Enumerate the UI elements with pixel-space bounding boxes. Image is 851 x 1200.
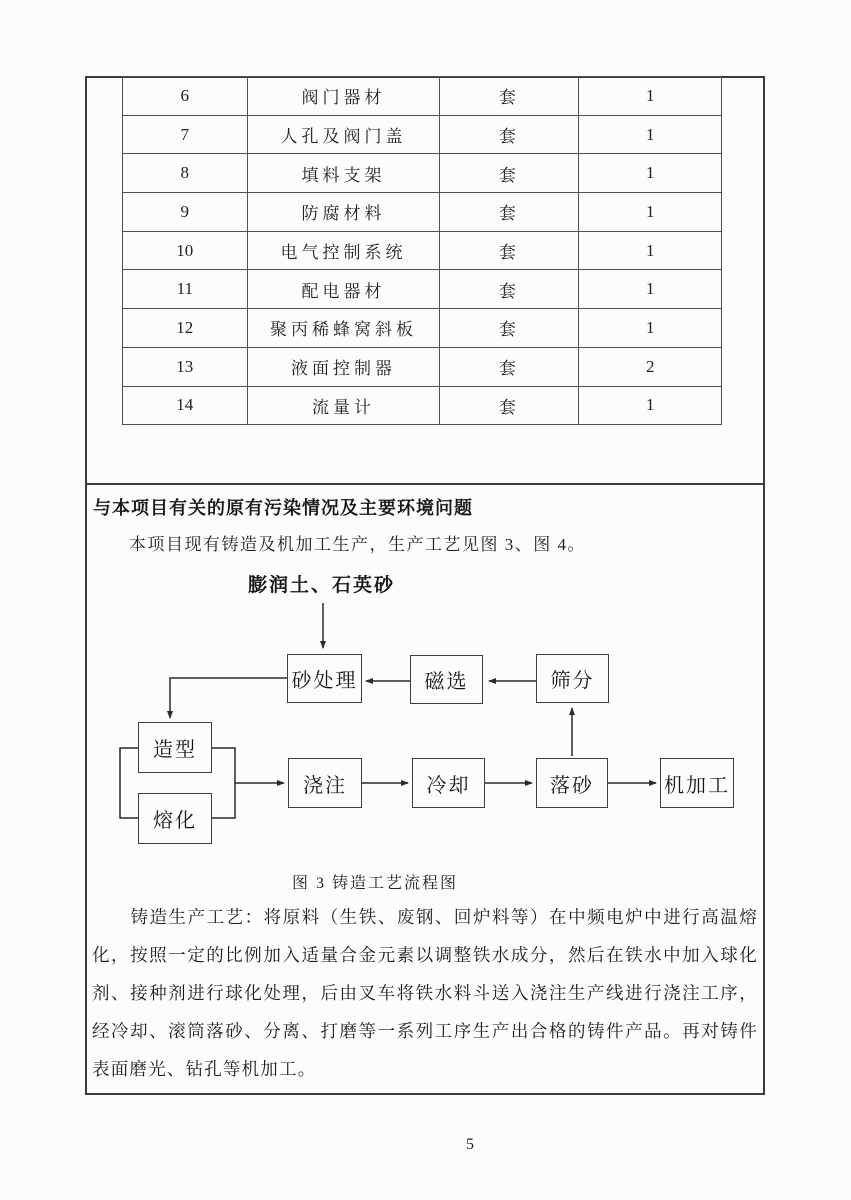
- table-row: [123, 309, 722, 348]
- table-row: [123, 77, 722, 116]
- table-row: [123, 270, 722, 309]
- cell-qty: 1: [579, 386, 722, 425]
- cell-unit: 套: [440, 309, 579, 348]
- cell-qty: 1: [579, 77, 722, 116]
- cell-name: 聚丙稀蜂窝斜板: [247, 309, 440, 348]
- process-description: 铸造生产工艺：将原料（生铁、废钢、回炉料等）在中频电炉中进行高温熔化，按照一定的比例加入适量合金元素以调整铁水成分，然后在铁水中加入球化剂、接种剂进行球化处理，后由叉车将铁水料斗送入浇注生产线进行浇注工序，经冷却、滚筒落砂、分离、打磨等一系列工序生产出合格的铸件产品。再对铸件表面磨光、钻孔等机加工。: [92, 907, 758, 1079]
- cell-unit: 套: [440, 115, 579, 154]
- page-number: 5: [466, 1136, 474, 1153]
- cell-name: 阀门器材: [247, 77, 440, 116]
- cell-name: 配电器材: [247, 270, 440, 309]
- cell-name: 防腐材料: [247, 193, 440, 232]
- cell-no: 12: [123, 309, 248, 348]
- cell-no: 7: [123, 115, 248, 154]
- equipment-table: [122, 76, 722, 425]
- cell-name: 人孔及阀门盖: [247, 115, 440, 154]
- cell-unit: 套: [440, 347, 579, 386]
- cell-no: 6: [123, 77, 248, 116]
- cell-no: 9: [123, 193, 248, 232]
- node-shakeout: 落砂: [536, 758, 608, 808]
- cell-no: 8: [123, 154, 248, 193]
- cell-qty: 1: [579, 231, 722, 270]
- cell-name: 液面控制器: [247, 347, 440, 386]
- cell-name: 填料支架: [247, 154, 440, 193]
- flowchart-input-label: 膨润土、石英砂: [248, 575, 396, 596]
- node-melting: 熔化: [138, 793, 212, 844]
- cell-no: 13: [123, 347, 248, 386]
- table-row: [123, 231, 722, 270]
- cell-qty: 1: [579, 193, 722, 232]
- cell-qty: 1: [579, 270, 722, 309]
- cell-no: 14: [123, 386, 248, 425]
- cell-name: 流量计: [247, 386, 440, 425]
- node-machining: 机加工: [660, 758, 734, 808]
- cell-no: 11: [123, 270, 248, 309]
- cell-qty: 1: [579, 115, 722, 154]
- node-magnetic-separation: 磁选: [410, 655, 483, 704]
- bracket-right-molding-melting: [212, 748, 235, 818]
- cell-unit: 套: [440, 231, 579, 270]
- section-divider: [85, 483, 765, 485]
- cell-qty: 1: [579, 154, 722, 193]
- cell-unit: 套: [440, 270, 579, 309]
- cell-unit: 套: [440, 154, 579, 193]
- cell-qty: 2: [579, 347, 722, 386]
- node-pouring: 浇注: [288, 758, 362, 808]
- node-sieving: 筛分: [536, 654, 609, 703]
- cell-unit: 套: [440, 77, 579, 116]
- arrow-sand-treatment-to-molding: [170, 678, 287, 718]
- node-molding: 造型: [138, 722, 212, 773]
- table-row: [123, 154, 722, 193]
- table-row: [123, 115, 722, 154]
- cell-qty: 1: [579, 309, 722, 348]
- table-row: [123, 347, 722, 386]
- cell-unit: 套: [440, 193, 579, 232]
- table-row: [123, 193, 722, 232]
- figure-caption: 图 3 铸造工艺流程图: [291, 875, 458, 892]
- section-title: 与本项目有关的原有污染情况及主要环境问题: [93, 498, 473, 518]
- intro-paragraph: 本项目现有铸造及机加工生产，生产工艺见图 3、图 4。: [129, 535, 586, 554]
- table-row: [123, 386, 722, 425]
- bracket-left-molding-melting: [120, 748, 138, 818]
- node-sand-treatment: 砂处理: [287, 654, 362, 703]
- cell-no: 10: [123, 231, 248, 270]
- node-cooling: 冷却: [412, 758, 485, 808]
- cell-name: 电气控制系统: [247, 231, 440, 270]
- cell-unit: 套: [440, 386, 579, 425]
